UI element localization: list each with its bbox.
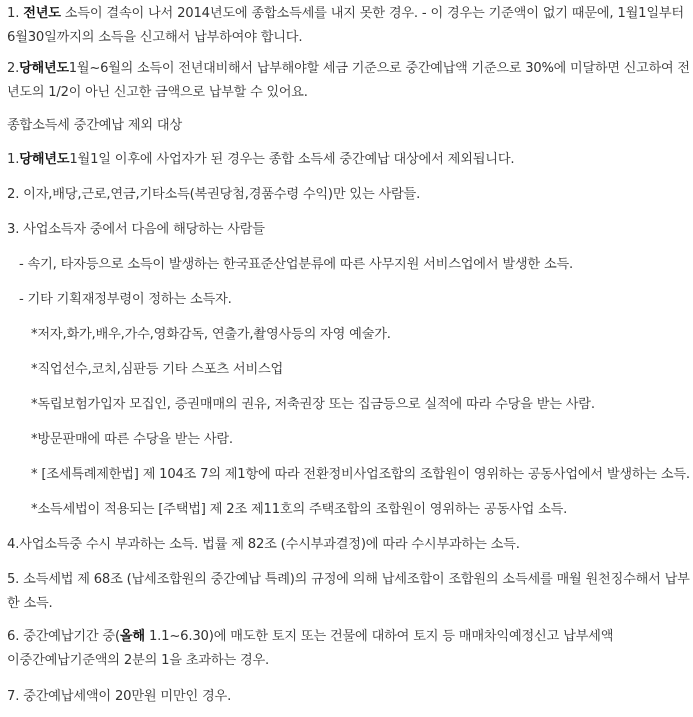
exclusion-item-4	[7, 533, 520, 557]
line-text: 3. 사업소득자 중에서 다음에 해당하는 사람들	[7, 222, 265, 237]
line-text: 5. 소득세법 제 68조 (납세조합원의 중간예납 특례)의 규정에 의해 납세조합이 조합원의 소득세를 매월 원천징수해서 납부	[7, 572, 690, 587]
text-line	[7, 625, 613, 649]
item-number: 2.	[7, 61, 20, 76]
sub-item-other	[19, 288, 232, 312]
item-number: 1.	[7, 6, 24, 21]
section-heading	[7, 114, 182, 138]
exclusion-item-1	[7, 148, 514, 172]
line-text: *저자,화가,배우,가수,영화감독, 연출가,촬영사등의 자영 예술가.	[31, 327, 391, 342]
line-text: 6. 중간예납기간 중(	[7, 629, 120, 644]
bullet-artists	[31, 323, 391, 347]
text-line	[7, 26, 684, 50]
sub-item-typing	[19, 253, 573, 277]
line-text: 년도의 1/2이 아닌 신고한 금액으로 납부할 수 있어요.	[7, 85, 308, 100]
line-text: *직업선수,코치,심판등 기타 스포츠 서비스업	[31, 362, 284, 377]
line-text: *소득세법이 적용되는 [주택법] 제 2조 제11호의 주택조합의 조합원이 영위하는 공동사업 소득.	[31, 502, 568, 517]
line-text: 4.사업소득중 수시 부과하는 소득. 법률 제 82조 (수시부과결정)에 따라 수시부과하는 소득.	[7, 537, 520, 552]
bullet-housing	[31, 498, 567, 522]
bullet-door-sales	[31, 428, 233, 452]
paragraph-2	[7, 57, 693, 105]
bold-keyword: 올해	[119, 629, 145, 644]
line-text: 7. 중간예납세액이 20만원 미만인 경우.	[7, 689, 232, 704]
bullet-tax-special	[31, 463, 690, 487]
line-text: - 속기, 타자등으로 소득이 발생하는 한국표준산업분류에 따른 사무지원 서비스업에서 발생한 소득.	[19, 257, 574, 272]
text-line	[7, 649, 613, 673]
exclusion-item-6	[7, 625, 613, 673]
bold-keyword: 당해년도	[19, 152, 70, 167]
item-number: 1.	[7, 152, 20, 167]
bullet-insurance	[31, 393, 595, 417]
line-text: 한 소득.	[7, 596, 53, 611]
exclusion-item-2	[7, 183, 420, 207]
line-text: 6월30일까지의 소득을 신고해서 납부하여야 합니다.	[7, 30, 303, 45]
exclusion-item-5	[7, 568, 691, 616]
line-text: 1월~6월의 소득이 전년대비해서 납부해야할 세금 기준으로 중간예납액 기준으로 30%에 미달하면 신고하여 전	[68, 61, 690, 76]
line-text: 종합소득세 중간예납 제외 대상	[7, 118, 182, 133]
bold-keyword: 당해년도	[19, 61, 69, 76]
line-text: 소득이 결속이 나서 2014년도에 종합소득세를 내지 못한 경우. - 이 경우는 기준액이 없기 때문에, 1월1일부터	[60, 6, 684, 21]
line-text: *독립보험가입자 모집인, 증권매매의 권유, 저축권장 또는 집금등으로 실적에 따라 수당을 받는 사람.	[31, 397, 595, 412]
text-line	[7, 57, 690, 81]
text-line	[7, 81, 690, 105]
line-text: 1.1~6.30)에 매도한 토지 또는 건물에 대하여 토지 등 매매차익예정신고 납부세액	[144, 629, 614, 644]
text-line	[7, 2, 684, 26]
line-text: * [조세특례제한법] 제 104조 7의 제1항에 따라 전환정비사업조합의 조합원이 영위하는 공동사업에서 발생하는 소득.	[31, 467, 690, 482]
bold-keyword: 전년도	[23, 6, 61, 21]
line-text: 이중간예납기준액의 2분의 1을 초과하는 경우.	[7, 653, 270, 668]
line-text: - 기타 기획재정부령이 정하는 소득자.	[19, 292, 232, 307]
line-text: 2. 이자,배당,근로,연금,기타소득(복권당첨,경품수령 수익)만 있는 사람들.	[7, 187, 421, 202]
exclusion-item-7	[7, 685, 231, 709]
text-line	[7, 592, 690, 616]
line-text: *방문판매에 따른 수당을 받는 사람.	[31, 432, 233, 447]
text-line	[7, 568, 690, 592]
paragraph-1	[7, 2, 684, 50]
bullet-sports	[31, 358, 283, 382]
exclusion-item-3	[7, 218, 265, 242]
line-text: 1월1일 이후에 사업자가 된 경우는 종합 소득세 중간예납 대상에서 제외됩니다.	[69, 152, 515, 167]
